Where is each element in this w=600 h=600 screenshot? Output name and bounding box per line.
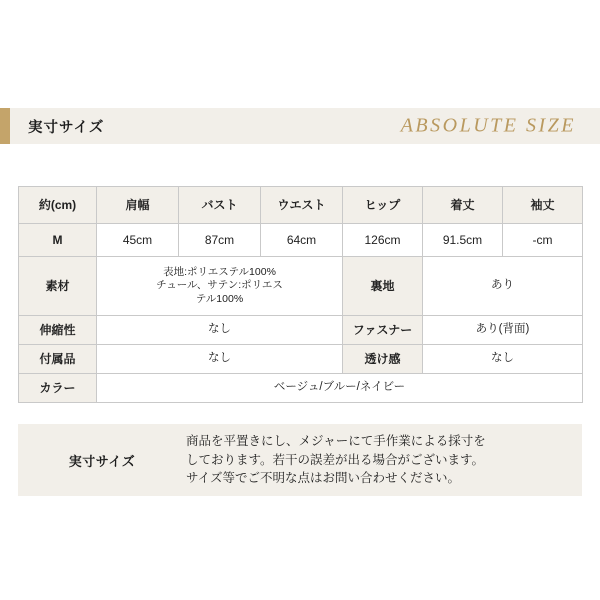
material-line-3: テル100% xyxy=(195,292,244,305)
row-label-zipper: ファスナー xyxy=(343,316,423,345)
note-line-2: しております。若干の誤差が出る場合がございます。 xyxy=(186,452,485,467)
cell-color-value: ベージュ/ブルー/ネイビー xyxy=(97,374,583,403)
cell-sheerness-value: なし xyxy=(423,345,583,374)
note-body xyxy=(186,432,582,488)
cell-stretch-value: なし xyxy=(97,316,343,345)
cell-sleeve: -cm xyxy=(503,224,583,257)
table-row-accessory xyxy=(19,345,583,374)
column-header-sleeve: 袖丈 xyxy=(503,187,583,224)
cell-length: 91.5cm xyxy=(423,224,503,257)
cell-shoulder: 45cm xyxy=(97,224,179,257)
cell-waist: 64cm xyxy=(261,224,343,257)
row-label-lining: 裏地 xyxy=(343,257,423,316)
column-header-length: 着丈 xyxy=(423,187,503,224)
row-label-sheerness: 透け感 xyxy=(343,345,423,374)
note-line-1: 商品を平置きにし、メジャーにて手作業による採寸を xyxy=(186,433,486,448)
column-header-hip: ヒップ xyxy=(343,187,423,224)
cell-hip: 126cm xyxy=(343,224,423,257)
cell-material-value xyxy=(97,257,343,316)
table-row-material xyxy=(19,257,583,316)
row-label-accessory: 付属品 xyxy=(19,345,97,374)
column-header-waist: ウエスト xyxy=(261,187,343,224)
row-label-size-m: M xyxy=(19,224,97,257)
cell-accessory-value: なし xyxy=(97,345,343,374)
row-label-material: 素材 xyxy=(19,257,97,316)
accent-bar xyxy=(0,108,10,144)
note-label: 実寸サイズ xyxy=(68,453,136,469)
material-line-2: チュール、サテン:ポリエス xyxy=(156,279,283,292)
section-header xyxy=(0,108,600,144)
table-header-row xyxy=(19,187,583,224)
column-header-unit: 約(cm) xyxy=(19,187,97,224)
cell-bust: 87cm xyxy=(179,224,261,257)
column-header-bust: バスト xyxy=(179,187,261,224)
page-title-english: ABSOLUTE SIZE xyxy=(400,114,576,137)
cell-zipper-value: あり(背面) xyxy=(423,316,583,345)
page-title: 実寸サイズ xyxy=(28,119,105,136)
measurement-note xyxy=(18,424,582,496)
row-label-color: カラー xyxy=(19,374,97,403)
size-table xyxy=(18,186,583,403)
column-header-shoulder: 肩幅 xyxy=(97,187,179,224)
material-line-1: 表地:ポリエステル100% xyxy=(163,266,276,279)
note-line-3: サイズ等でご不明な点はお問い合わせください。 xyxy=(186,471,461,486)
cell-lining-value: あり xyxy=(423,257,583,316)
table-row xyxy=(19,224,583,257)
table-row-stretch xyxy=(19,316,583,345)
table-row-color xyxy=(19,374,583,403)
row-label-stretch: 伸縮性 xyxy=(19,316,97,345)
